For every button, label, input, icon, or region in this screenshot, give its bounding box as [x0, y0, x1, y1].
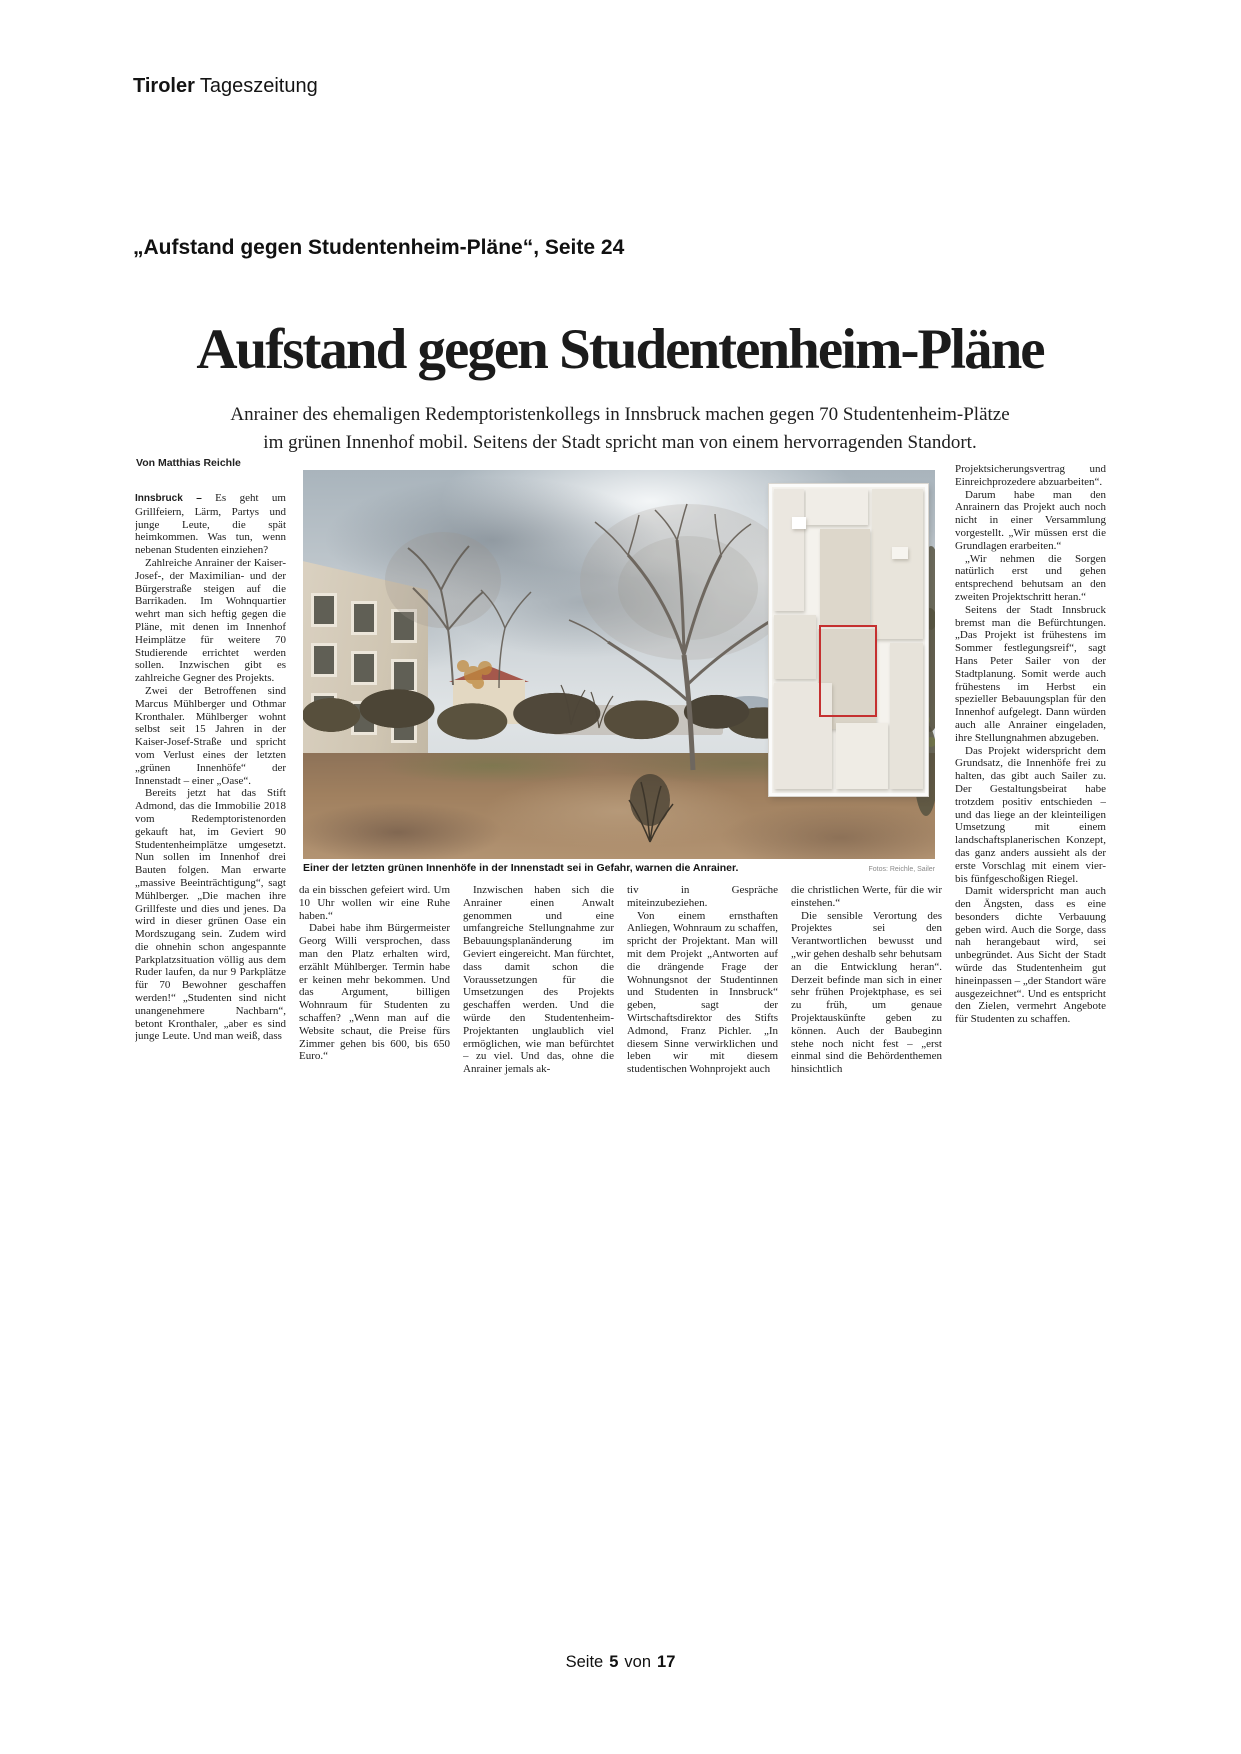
subheadline-line-2: im grünen Innenhof mobil. Seitens der Stadt spricht man von einem hervorragenden Standort.: [263, 431, 977, 453]
paragraph: Von einem ernsthaften Anliegen, Wohnraum zu schaffen, spricht der Projektant. Man will mit dem Projekt „Antworten auf die drängende Frage der Wohnungsnot der Studentinnen und Studenten in Innsbruck“ geben, sagt der Wirtschaftsdirektor des Stifts Admond, Franz Pichler. „In diesem Sinne verwirklichen und leben wir mit diesem studentischen Wohnprojekt auch: [627, 909, 778, 1076]
model-building-shape: [774, 489, 804, 611]
photo-caption: Einer der letzten grünen Innenhöfe in der Innenstadt sei in Gefahr, warnen die Anrainer.: [303, 862, 739, 874]
masthead-brand-rest: Tageszeitung: [199, 75, 318, 97]
article-column-6: [955, 463, 1106, 1083]
paragraph: [135, 492, 286, 557]
article-column-4: [627, 884, 778, 1082]
page-footer: [0, 1653, 1241, 1672]
model-building-shape: [836, 723, 888, 789]
dateline: Innsbruck –: [135, 493, 202, 504]
model-building-shape: [806, 489, 868, 525]
paragraph: Damit widerspricht man auch den Ängsten, dass es eine besonders dichte Verbauung geben wird. Auch die Sorge, dass nah herangebaut wird, sei unbegründet. Aus Sicht der Stadt würde das Studentenheim gut hineinpassen – „der Standort wäre ausgezeichnet“. Und es entspricht den Zielen, vermehrt Angebote für Studenten zu schaffen.: [955, 885, 1106, 1026]
paragraph: Seitens der Stadt Innsbruck bremst man die Befürchtungen. „Das Projekt ist frühestens im Sommer festlegungsreif“, sagt Hans Peter Sailer von der Stadtplanung. Somit werde auch frühestens im Herbst ein spezieller Bebauungsplan für den Innenhof aufgelegt. Dann würden auch alle Anrainer eingeladen, ihre Stellungnahmen abzugeben.: [955, 603, 1106, 744]
article-headline: Aufstand gegen Studentenheim-Pläne: [196, 318, 1044, 381]
paragraph: Die sensible Verortung des Projektes sei den Verantwortlichen bewusst und „wir gehen deshalb sehr behutsam an die Entwicklung heran“. Derzeit befinde man sich in einer sehr frühen Projektphase, es sei zu früh, um genaue Projektauskünfte geben zu können. Auch der Baubeginn stehe noch nicht fest – „erst einmal sind die Behördenthemen hinsichtlich: [791, 909, 942, 1076]
model-courtyard-shape: [820, 529, 870, 625]
paragraph-text: Es geht um Grillfeiern, Lärm, Partys und junge Leute, die spät heimkommen. Was tun, wenn nebenan Studenten einziehen?: [135, 492, 286, 557]
model-building-shape: [792, 517, 806, 529]
byline: Von Matthias Reichle: [136, 457, 241, 469]
paragraph: Zwei der Betroffenen sind Marcus Mühlberger und Othmar Kronthaler. Mühlberger wohnt selbst seit 15 Jahren in der Kaiser-Josef-Straße und spricht vom Verlust eines der letzten „grünen Innenhöfe“ der Innenstadt – einer „Oase“.: [135, 684, 286, 787]
masthead-brand-bold: Tiroler: [133, 75, 195, 97]
article-column-2: [299, 884, 450, 1082]
footer-label: Seite: [565, 1653, 604, 1671]
footer-total-pages: 17: [657, 1653, 676, 1671]
paragraph: Zahlreiche Anrainer der Kaiser-Josef-, der Maximilian- und der Bürgerstraße steigen auf die Barrikaden. Im Wohnquartier wehrt man sich heftig gegen die Pläne, mit denen im Innenhof Heimplätze für weitere 70 Studierende errichtet werden sollen. Inzwischen gibt es zahlreiche Gegner des Projekts.: [135, 556, 286, 685]
footer-current-page: 5: [609, 1653, 619, 1671]
paragraph: „Wir nehmen die Sorgen natürlich erst und gehen entsprechend behutsam an den zweiten Projektschritt heran.“: [955, 552, 1106, 603]
model-building-shape: [872, 489, 923, 639]
model-building-shape: [890, 643, 923, 789]
paragraph: Darum habe man den Anrainern das Projekt auch noch nicht in einer Versammlung vorgestellt. „Wir müssen erst die Grundlagen erarbeiten.“: [955, 488, 1106, 552]
model-building-shape: [892, 547, 908, 559]
paragraph: Das Projekt widerspricht dem Grundsatz, die Innenhöfe frei zu halten, das gibt auch Sailer zu. Der Gestaltungsbeirat habe trotzdem positiv entschieden – und das liege an der kleinteiligen Umsetzung mit einem landschaftsplanerischen Konzept, das ganz anders aussieht als der erste Vorschlag mit einem vier- bis fünfgeschoßigen Riegel.: [955, 744, 1106, 885]
masthead: [133, 75, 318, 98]
paragraph: Inzwischen haben sich die Anrainer einen Anwalt genommen und eine umfangreiche Stellungnahme zur Bebauungsplanänderung im Geviert eingereicht. Man fürchtet, dass damit schon die Voraussetzungen für die Umsetzungen des Projekts geschaffen werden. Und die würde den Studentenheim-Projektanten unglaublich viel ermöglichen, wie man befürchtet – zu viel. Und das, ohne die Anrainer jemals ak-: [463, 884, 614, 1076]
courtyard-photo: [303, 470, 935, 859]
photo-credit: Fotos: Reichle, Sailer: [868, 866, 935, 873]
article-column-5: [791, 884, 942, 1082]
photo-caption-row: [303, 862, 935, 874]
paragraph: Bereits jetzt hat das Stift Admond, das die Immobilie 2018 vom Redemptoristenorden gekauft hat, im Geviert 90 Studentenheimplätze umgesetzt. Nun sollen im Innenhof drei Bauten folgen. Man erwarte „massive Beeinträchtigung“, sagt Mühlberger. „Die machen ihre Grillfeste und dies und jenes. Da wird in dieser grünen Oase ein Mordszugang sein. Zudem wird die ohnehin schon angespannte Parkplatzsituation völlig aus dem Ruder laufen, da nur 9 Parkplätze für 70 Bewohner geschaffen werden!“ „Studenten sind nicht unangenehmere Nachbarn“, betont Kronthaler, „aber es sind junge Leute. Und man weiß, dass: [135, 787, 286, 1043]
footer-of-label: von: [624, 1653, 652, 1671]
paragraph: tiv in Gespräche miteinzubeziehen.: [627, 884, 778, 909]
model-inset: [769, 484, 928, 796]
article-column-3: [463, 884, 614, 1082]
model-building-shape: [774, 615, 816, 679]
red-outline-highlight: [819, 625, 877, 717]
paragraph: die christlichen Werte, für die wir einstehen.“: [791, 884, 942, 909]
subheadline-line-1: Anrainer des ehemaligen Redemptoristenkollegs in Innsbruck machen gegen 70 Studentenheim-Plätze: [230, 404, 1010, 425]
paragraph: da ein bisschen gefeiert wird. Um 10 Uhr wollen wir eine Ruhe haben.“: [299, 884, 450, 922]
reference-heading: „Aufstand gegen Studentenheim-Pläne“, Seite 24: [133, 236, 625, 259]
paragraph: Projektsicherungsvertrag und Einreichprozedere abzuarbeiten“.: [955, 463, 1106, 488]
paragraph: Dabei habe ihm Bürgermeister Georg Willi versprochen, dass man den Platz erhalten wird, erzählt Mühlberger. Termin habe er keinen mehr bekommen. Und das Argument, billigen Wohnraum für Studenten zu schaffen? „Wenn man auf die Website schaut, die Preise fürs Zimmer gehen bis 600, bis 650 Euro.“: [299, 922, 450, 1063]
article-column-1: [135, 492, 286, 1082]
article-subheadline: [135, 401, 1105, 456]
